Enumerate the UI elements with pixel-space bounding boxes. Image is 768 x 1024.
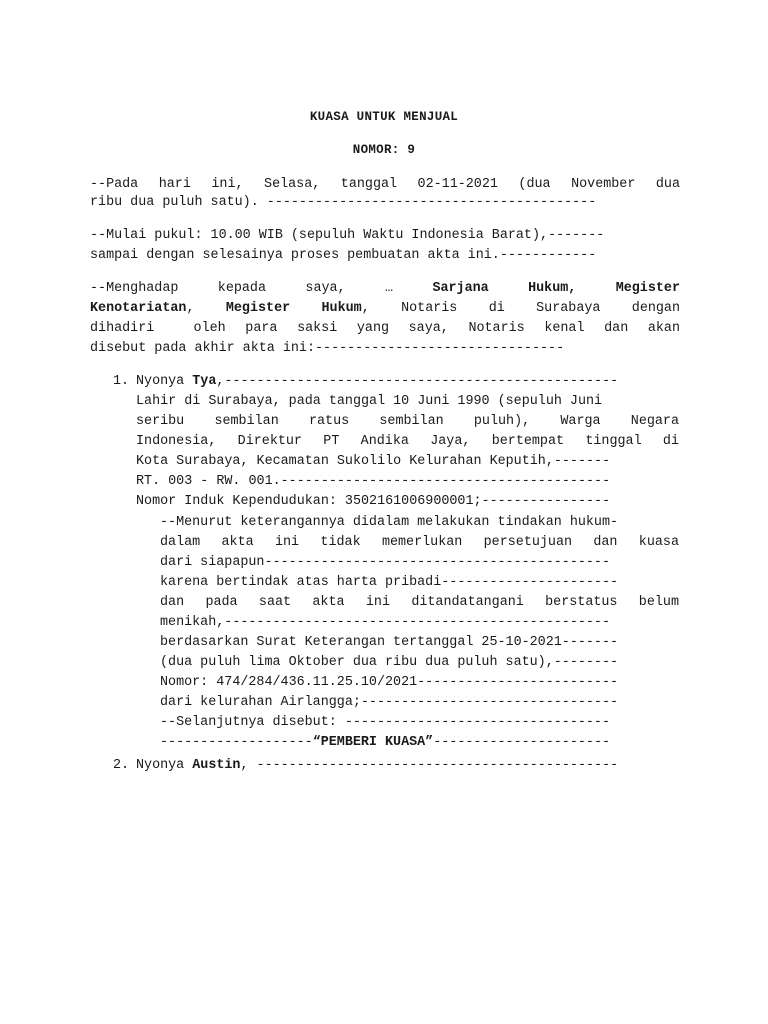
- party-1-sub-line: dari kelurahan Airlangga;--------------------------------: [160, 695, 619, 710]
- notary-degree-2: Megister Hukum: [225, 301, 362, 316]
- paragraph-appear-line-3: dihadiri oleh para saksi yang saya, Notaris kenal dan akan: [90, 321, 680, 336]
- paragraph-appear-line-2: [90, 299, 680, 319]
- dash-fill: ----------------------: [433, 735, 611, 750]
- party-1-prefix: Nyonya: [136, 374, 193, 389]
- party-1-sub-line: karena bertindak atas harta pribadi----------------------: [160, 575, 619, 590]
- grantor-label: “PEMBERI KUASA”: [312, 735, 434, 750]
- party-1-sub-line: Nomor: 474/284/436.11.25.10/2021-------------------------: [160, 675, 619, 690]
- grantor-designation: [160, 733, 610, 753]
- party-1-sub-line: berdasarkan Surat Keterangan tertanggal 25-10-2021-------: [160, 635, 619, 650]
- party-1-line: Indonesia, Direktur PT Andika Jaya, bertempat tinggal di: [136, 434, 679, 449]
- list-number-1: 1.: [113, 374, 130, 389]
- party-1-line: RT. 003 - RW. 001.-----------------------------------------: [136, 474, 611, 489]
- notary-title: Sarjana Hukum, Megister: [432, 281, 680, 296]
- party-2-suffix: , ---------------------------------------------: [240, 758, 619, 773]
- party-1-sub-line: menikah,------------------------------------------------: [160, 615, 610, 630]
- party-1-name: Tya: [192, 374, 217, 389]
- party-2-name: Austin: [192, 758, 241, 773]
- comma: ,: [186, 301, 195, 316]
- paragraph-appear-line-1: [90, 279, 680, 299]
- party-1-header: [136, 372, 618, 392]
- paragraph-date-line-1: --Pada hari ini, Selasa, tanggal 02-11-2021 (dua November dua: [90, 177, 680, 192]
- party-2-header: [136, 756, 618, 776]
- party-1-line: Kota Surabaya, Kecamatan Sukolilo Kelurahan Keputih,-------: [136, 454, 611, 469]
- party-1-sub-line: dan pada saat akta ini ditandatangani berstatus belum: [160, 595, 679, 610]
- party-1-sub-line: dari siapapun-------------------------------------------: [160, 555, 610, 570]
- paragraph-appear-line-4: disebut pada akhir akta ini:-------------------------------: [90, 341, 565, 356]
- party-1-sub-line: dalam akta ini tidak memerlukan persetujuan dan kuasa: [160, 535, 679, 550]
- party-1-line: Lahir di Surabaya, pada tanggal 10 Juni 1990 (sepuluh Juni: [136, 394, 603, 409]
- appear-text: --Menghadap kepada saya, …: [90, 281, 394, 296]
- document-number: NOMOR: 9: [352, 143, 416, 157]
- party-1-line: seribu sembilan ratus sembilan puluh), Warga Negara: [136, 414, 679, 429]
- document-title: KUASA UNTUK MENJUAL: [309, 110, 459, 124]
- party-2-prefix: Nyonya: [136, 758, 193, 773]
- paragraph-time-line-2: sampai dengan selesainya proses pembuatan akta ini.------------: [90, 248, 597, 263]
- notary-location: , Notaris di Surabaya dengan: [361, 301, 680, 316]
- notary-degree-1: Kenotariatan: [90, 301, 187, 316]
- party-1-suffix: ,-------------------------------------------------: [216, 374, 619, 389]
- party-1-line: Nomor Induk Kependudukan: 3502161006900001;----------------: [136, 494, 611, 509]
- paragraph-time-line-1: --Mulai pukul: 10.00 WIB (sepuluh Waktu Indonesia Barat),-------: [90, 228, 605, 243]
- party-1-sub-line: --Selanjutnya disebut: ---------------------------------: [160, 715, 610, 730]
- paragraph-date-line-2: ribu dua puluh satu). -----------------------------------------: [90, 195, 597, 210]
- party-1-sub-line: --Menurut keterangannya didalam melakukan tindakan hukum-: [160, 515, 619, 530]
- party-1-sub-line: (dua puluh lima Oktober dua ribu dua puluh satu),--------: [160, 655, 619, 670]
- list-number-2: 2.: [113, 758, 130, 773]
- dash-fill: -------------------: [160, 735, 313, 750]
